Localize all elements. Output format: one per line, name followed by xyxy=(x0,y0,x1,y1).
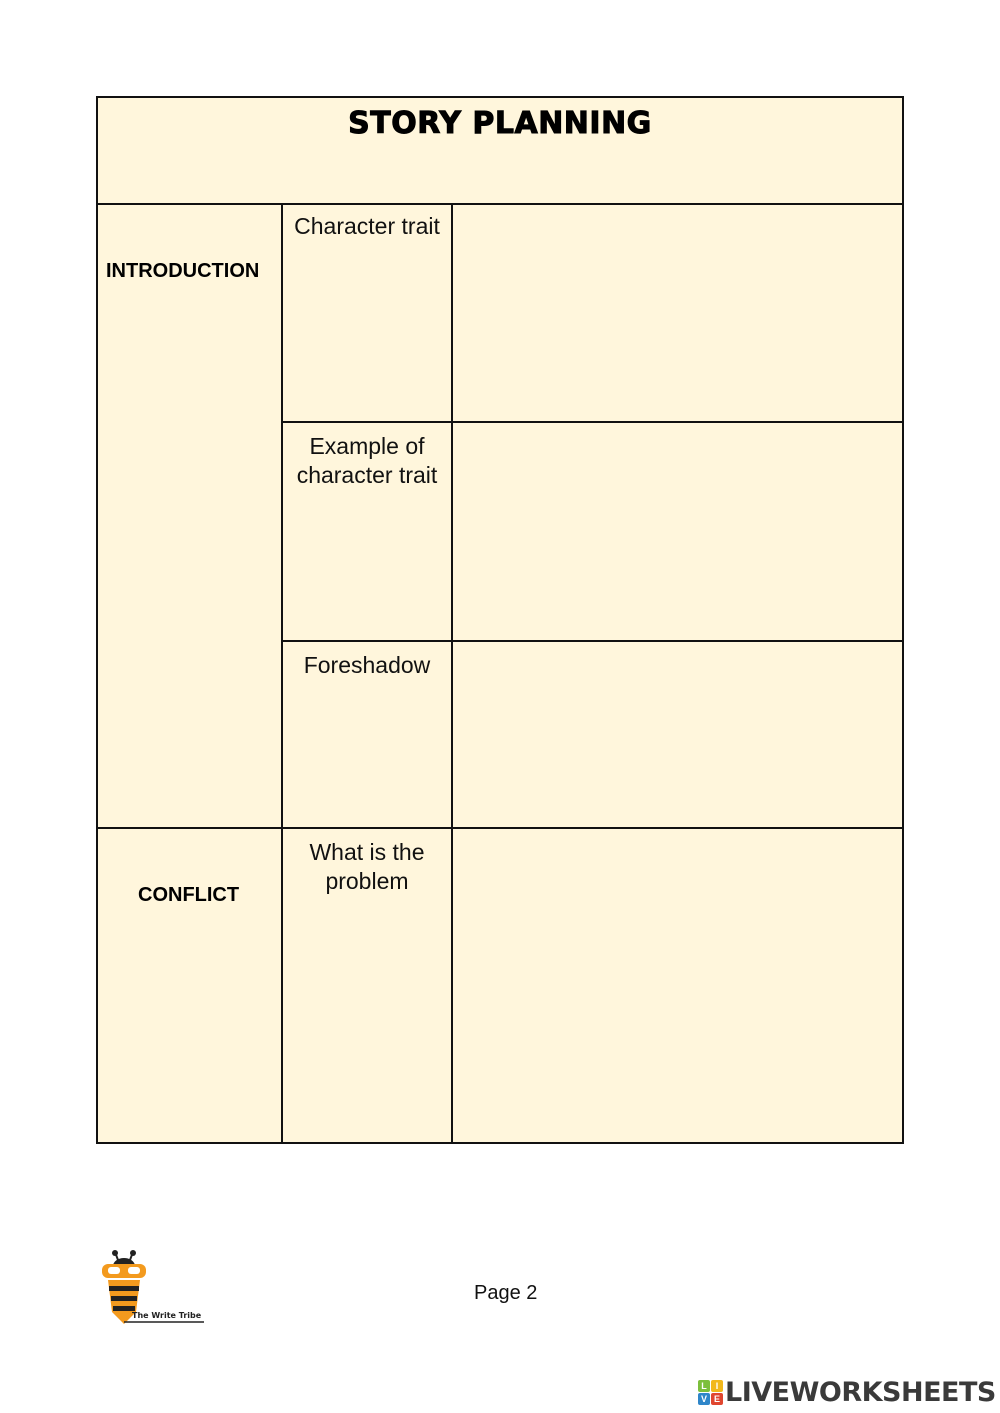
story-planning-table xyxy=(96,96,904,1144)
liveworksheets-logo[interactable] xyxy=(698,1376,996,1408)
row-divider-1 xyxy=(283,421,904,423)
lw-letter-i: I xyxy=(711,1380,723,1392)
logo-caption: The Write Tribe xyxy=(132,1311,202,1320)
answer-what-is-the-problem[interactable] xyxy=(455,831,902,1142)
page-title: STORY PLANNING xyxy=(348,106,652,141)
answer-foreshadow[interactable] xyxy=(455,644,902,825)
row-divider-2 xyxy=(283,640,904,642)
page-number: Page 2 xyxy=(474,1282,538,1304)
write-tribe-logo xyxy=(98,1250,206,1328)
section-label-introduction: INTRODUCTION xyxy=(106,260,260,282)
liveworksheets-wordmark: LIVEWORKSHEETS xyxy=(725,1376,996,1408)
answer-character-trait[interactable] xyxy=(455,205,902,419)
title-row xyxy=(98,98,902,205)
prompt-foreshadow: Foreshadow xyxy=(303,652,431,678)
prompt-what-is-the-problem: What is the problem xyxy=(309,839,425,894)
section-label-conflict: CONFLICT xyxy=(138,884,240,906)
prompt-example-character-trait: Example of character trait xyxy=(296,433,438,488)
answer-example-character-trait[interactable] xyxy=(455,425,902,638)
lw-letter-l: L xyxy=(698,1380,710,1392)
lw-letter-e: E xyxy=(711,1393,723,1405)
column-divider-2 xyxy=(451,203,453,1144)
liveworksheets-icon xyxy=(698,1380,723,1405)
section-divider xyxy=(98,827,904,829)
lw-letter-v: V xyxy=(698,1393,710,1405)
prompt-character-trait: Character trait xyxy=(294,213,440,239)
